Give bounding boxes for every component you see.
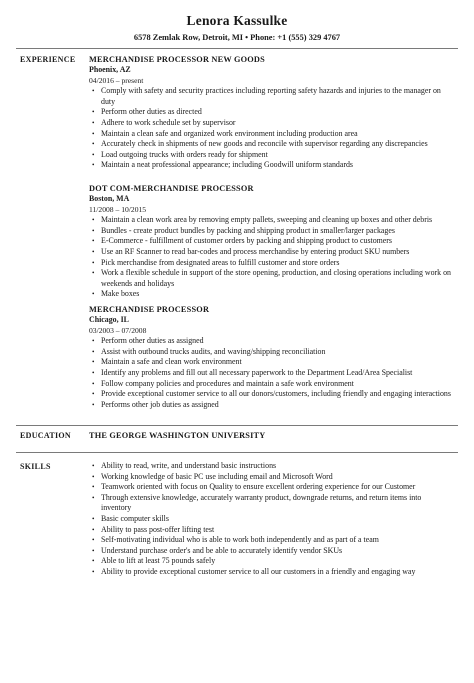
- skill-item: • Through extensive knowledge, accurately warranty product, downgrade returns, and return items into inventory: [101, 493, 451, 514]
- divider: [16, 452, 458, 453]
- divider: [16, 425, 458, 426]
- bullet-item: • Perform other duties as directed: [101, 107, 451, 118]
- job-title: DOT COM-MERCHANDISE PROCESSOR: [89, 184, 254, 193]
- school-name: THE GEORGE WASHINGTON UNIVERSITY: [89, 431, 266, 440]
- bullet-item: • Load outgoing trucks with orders ready for shipment: [101, 150, 451, 161]
- skill-item: • Basic computer skills: [101, 514, 451, 525]
- bullet-item: • Adhere to work schedule set by supervisor: [101, 118, 451, 129]
- skill-item: • Understand purchase order's and be able to accurately identify vendor SKUs: [101, 546, 451, 557]
- education-entry: [89, 430, 451, 441]
- job-entry: [89, 304, 451, 410]
- job-entry: [89, 183, 451, 300]
- job-location: Chicago, IL: [89, 315, 129, 324]
- job-bullets: [89, 86, 451, 171]
- bullet-item: • Performs other job duties as assigned: [101, 400, 451, 411]
- bullet-item: • Maintain a neat professional appearance; including Goodwill uniform standards: [101, 160, 451, 171]
- bullet-item: • Work a flexible schedule in support of the store opening, production, and closing operations including work on weekends and holidays: [101, 268, 451, 289]
- bullet-item: • Perform other duties as assigned: [101, 336, 451, 347]
- bullet-item: • Accurately check in shipments of new goods and reconcile with supervisor regarding any discrepancies: [101, 139, 451, 150]
- bullet-item: • Assist with outbound trucks audits, and waving/shipping reconciliation: [101, 347, 451, 358]
- bullet-item: • Maintain a safe and clean work environment: [101, 357, 451, 368]
- bullet-item: • Provide exceptional customer service to all our donors/customers, including friendly and engaging interactions: [101, 389, 451, 400]
- section-label-experience: EXPERIENCE: [20, 55, 76, 64]
- bullet-item: • E-Commerce - fulfillment of customer orders by packing and shipping product to customers: [101, 236, 451, 247]
- job-dates: 03/2003 – 07/2008: [89, 325, 147, 335]
- skill-item: • Working knowledge of basic PC use including email and Microsoft Word: [101, 472, 451, 483]
- skills-list: [89, 461, 451, 578]
- job-entry: [89, 54, 451, 171]
- divider: [16, 48, 458, 49]
- bullet-item: • Comply with safety and security practices including reporting safety hazards and injuries to the manager on duty: [101, 86, 451, 107]
- bullet-item: • Make boxes: [101, 289, 451, 300]
- bullet-item: • Follow company policies and procedures and maintain a safe work environment: [101, 379, 451, 390]
- skill-item: • Ability to read, write, and understand basic instructions: [101, 461, 451, 472]
- bullet-item: • Identify any problems and fill out all necessary paperwork to the Department Lead/Area Specialist: [101, 368, 451, 379]
- bullet-item: • Pick merchandise from designated areas to fulfill customer and store orders: [101, 258, 451, 269]
- job-title: MERCHANDISE PROCESSOR NEW GOODS: [89, 55, 265, 64]
- skill-item: • Ability to pass post-offer lifting test: [101, 525, 451, 536]
- skill-item: • Ability to provide exceptional customer service to all our customers in a friendly and engaging way: [101, 567, 451, 578]
- job-location: Phoenix, AZ: [89, 65, 131, 74]
- contact-line: 6578 Zemlak Row, Detroit, MI • Phone: +1 (555) 329 4767: [133, 33, 341, 42]
- skill-item: • Teamwork oriented with focus on Quality to ensure excellent ordering experience for our Customer: [101, 482, 451, 493]
- skill-item: • Self-motivating individual who is able to work both independently and as part of a team: [101, 535, 451, 546]
- job-dates: 11/2008 – 10/2015: [89, 204, 147, 214]
- skills-bullets: [89, 461, 451, 578]
- section-label-education: EDUCATION: [20, 431, 72, 440]
- bullet-item: • Use an RF Scanner to read bar-codes and process merchandise by entering product SKU numbers: [101, 247, 451, 258]
- section-label-skills: SKILLS: [20, 462, 51, 471]
- job-bullets: [89, 215, 451, 300]
- bullet-item: • Maintain a clean safe and organized work environment including production area: [101, 129, 451, 140]
- bullet-item: • Bundles - create product bundles by packing and shipping product in smaller/larger packages: [101, 226, 451, 237]
- bullet-item: • Maintain a clean work area by removing empty pallets, sweeping and cleaning up boxes and other debris: [101, 215, 451, 226]
- job-location: Boston, MA: [89, 194, 130, 203]
- job-dates: 04/2016 – present: [89, 75, 144, 85]
- applicant-name: Lenora Kassulke: [186, 13, 288, 28]
- job-bullets: [89, 336, 451, 410]
- job-title: MERCHANDISE PROCESSOR: [89, 305, 210, 314]
- skill-item: • Able to lift at least 75 pounds safely: [101, 556, 451, 567]
